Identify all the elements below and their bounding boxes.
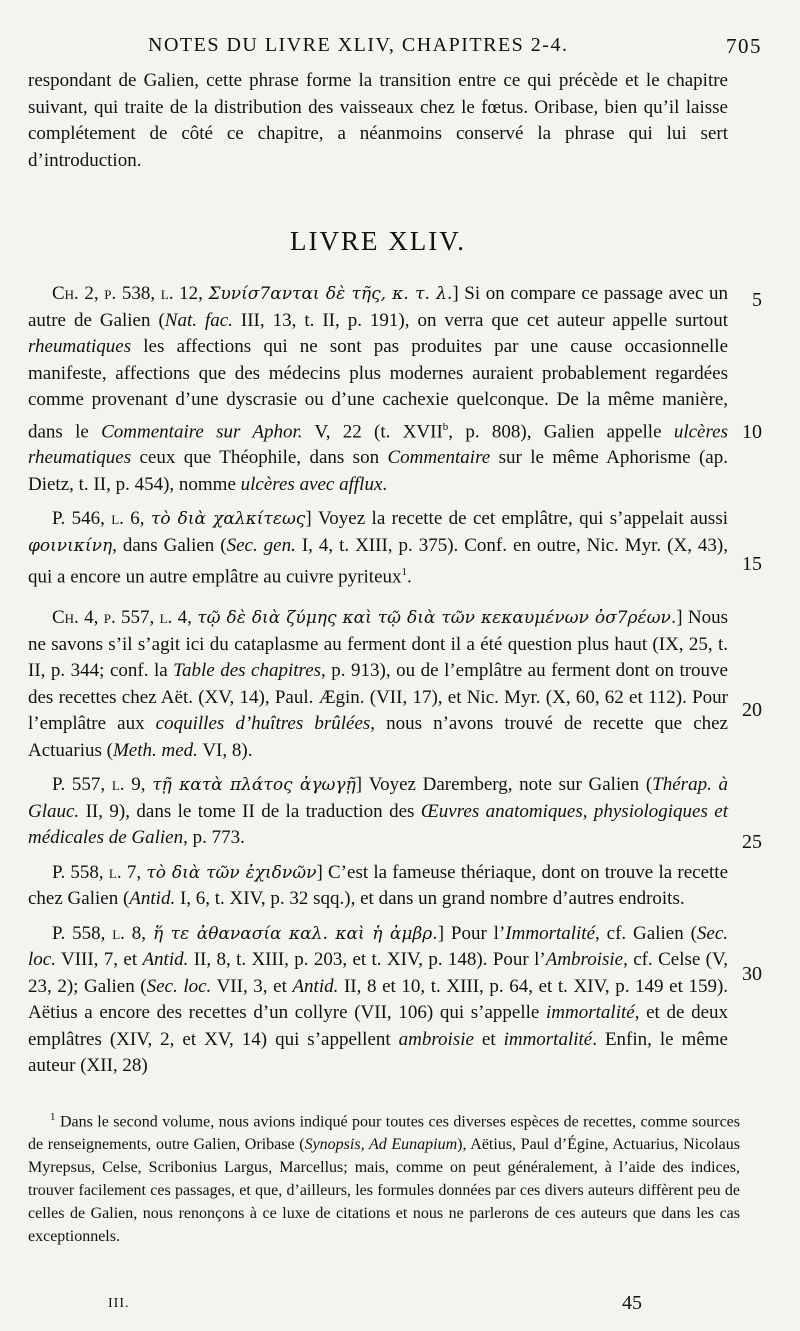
greek-lemma: Συνίσ7ανται δὲ τῆς, κ. τ. λ.: [208, 284, 453, 304]
note-text: .: [382, 473, 388, 495]
note-italic: immortalité: [503, 1028, 593, 1050]
note-text: , dans Galien (: [112, 534, 227, 556]
note-text: ] Voyez la recette de cet emplâtre, qui s’appelait aussi: [305, 508, 728, 530]
note-superscript: b: [442, 420, 449, 433]
note-ref: Ch. 4, p. 557, l. 4,: [52, 607, 192, 629]
note-text: et: [473, 1028, 504, 1050]
note-text: ] Nous ne savons s’il s’agit ici du cataplasme au ferment dont il a été question plus haut (IX, 25, t. II, p. 344; conf. la: [28, 607, 729, 682]
footnote-text: ), Aëtius, Paul d’Égine, Actuarius, Nicolaus Myrepsus, Celse, Scribonius Largus, Marcellus; mais, comme on peut généralement, à l’aide des indices, trouver facilement ces passages, et que, d’ailleurs, les formules données par ces divers auteurs diffèrent peu de celles de Galien, nous renonçons à ce luxe de citations et nous ne parlerons de ces auteurs que dans les cas exceptionnels.: [28, 1135, 740, 1245]
note-ref: P. 558, l. 7,: [52, 861, 142, 883]
note-ref: P. 557, l. 9,: [52, 774, 146, 796]
note-text: III, 13, t. II, p. 191), on verra que cet auteur appelle surtout: [232, 309, 728, 331]
note-text: VIII, 7, et: [55, 949, 143, 971]
greek-lemma: ἥ τε ἀθανασία καλ. καὶ ἡ ἀμβρ.: [152, 923, 438, 944]
line-number-5: 5: [752, 289, 762, 311]
book-title: LIVRE XLIV.: [290, 226, 466, 256]
greek-lemma: τῷ δὲ διὰ ζύμης καὶ τῷ διὰ τῶν κεκαυμένων ὀσ7ρέων.: [197, 608, 677, 629]
note-italic: rheumatiques: [28, 336, 132, 357]
note-text: VII, 3, et: [211, 975, 293, 997]
page-number: 705: [726, 34, 762, 58]
note-ch2-p538: [28, 281, 728, 498]
footnote-text: Dans le second volume, nous avions indiqué pour toutes ces diverses espèces de recettes, comme sources de renseignements, outre Galien, Oribase (: [28, 1112, 740, 1153]
note-text: , p. 773.: [183, 827, 245, 849]
note-italic: Nat. fac.: [164, 309, 233, 331]
note-ref: P. 558, l. 8,: [52, 922, 147, 944]
note-italic: Antid.: [292, 975, 339, 997]
greek-lemma: τὸ διὰ τῶν ἐχιδνῶν: [146, 862, 317, 883]
note-italic: ambroisie: [398, 1028, 474, 1050]
note-text: les affections qui ne sont pas produites par une cause occasionnelle manifeste, affections que des médecins plus modernes auraient probablement regardées comme provenant d’une dyscrasie ou d’une cachexie quelconque. De la même manière, dans le: [28, 336, 728, 442]
note-text: ] Voyez Daremberg, note sur Galien (: [355, 774, 653, 796]
note-italic: Sec. gen.: [226, 534, 296, 556]
note-text: ] Si on compare ce passage avec un autre de Galien (: [28, 283, 729, 331]
line-number-15: 15: [742, 553, 762, 575]
note-italic: Immortalité: [505, 922, 596, 944]
footnote-number: 1: [50, 1110, 56, 1123]
note-italic: Commentaire sur Aphor.: [101, 420, 303, 442]
note-text: VI, 8).: [197, 739, 253, 761]
note-text: , p. 808), Galien appelle: [448, 420, 674, 442]
note-italic: Œuvres anatomiques, physiologiques et médicales de Galien: [28, 800, 728, 849]
note-text: , cf. Celse (V, 23, 2); Galien (: [28, 949, 728, 997]
lead-paragraph: respondant de Galien, cette phrase forme la transition entre ce qui précède et le chapitre suivant, qui traite de la distribution des vaisseaux chez le fœtus. Oribase, bien qu’il laisse complétement de côté ce chapitre, a néanmoins conservé la phrase qui lui sert d’introduction.: [28, 70, 728, 171]
note-text: sur le même Aphorisme (ap. Dietz, t. II, p. 454), nomme: [28, 447, 728, 495]
page-footer: [0, 1292, 800, 1322]
footnote-mark[interactable]: 1: [401, 566, 407, 579]
note-text: . Enfin, le même auteur (XII, 28): [28, 1028, 728, 1077]
note-p557-l9: [28, 772, 728, 852]
greek-lemma: τῇ κατὰ πλάτος ἀγωγῇ: [152, 775, 356, 796]
line-number-20: 20: [742, 699, 762, 721]
running-head: [28, 28, 764, 68]
note-p558-l8: [28, 921, 728, 1080]
note-italic: immortalité: [546, 1002, 635, 1024]
note-text: I, 4, t. XIII, p. 375). Conf. en outre, Nic. Myr. (X, 43), qui a encore un autre emplâtre au cuivre pyriteux: [28, 534, 728, 588]
note-text: I, 6, t. XIV, p. 32 sqq.), et dans un grand nombre d’autres endroits.: [175, 888, 685, 910]
note-italic: Thérap. à Glauc.: [28, 774, 729, 822]
note-ref: Ch. 2, p. 538, l. 12,: [52, 283, 203, 304]
note-p546: [28, 506, 728, 591]
note-text: ] C’est la fameuse thériaque, dont on trouve la recette chez Galien (: [28, 861, 729, 910]
note-text: , et de deux emplâtres (XIV, 2, et XV, 14) qui s’appellent: [28, 1002, 729, 1050]
note-italic: ulcères avec afflux: [240, 473, 383, 495]
note-italic: Antid.: [129, 888, 176, 910]
greek-word: φοινικίνη: [28, 535, 113, 556]
note-text: ] Pour l’: [437, 922, 506, 944]
note-italic: Table des chapitres: [173, 660, 322, 682]
note-text: , cf. Galien (: [595, 922, 697, 944]
note-text: II, 9), dans le tome II de la traduction des: [79, 800, 421, 822]
notes: [28, 281, 762, 1080]
note-italic: Meth. med.: [112, 739, 198, 761]
note-text: .: [407, 566, 412, 588]
note-text: , p. 913), ou de l’emplâtre au ferment dont on trouve des recettes chez Aët. (XV, 14), Paul. Ægin. (VII, 17), et Nic. Myr. (X, 60, 62 et 112). Pour l’emplâtre aux: [28, 660, 728, 735]
line-number-30: 30: [742, 963, 762, 985]
note-italic: Ambroisie: [545, 949, 624, 971]
signature-mark: III.: [108, 1296, 130, 1311]
note-ch4-p557: [28, 605, 728, 764]
running-title: NOTES DU LIVRE XLIV, CHAPITRES 2-4.: [148, 34, 569, 56]
note-p558-l7: [28, 860, 728, 913]
note-text: II, 8, t. XIII, p. 203, et t. XIV, p. 148). Pour l’: [188, 949, 546, 971]
note-italic: Sec. loc.: [146, 975, 212, 997]
gathering-number: 45: [622, 1292, 642, 1314]
note-italic: Antid.: [142, 949, 189, 971]
greek-lemma: τὸ διὰ χαλκίτεως: [150, 509, 306, 530]
note-italic: ulcères rheumatiques: [28, 420, 728, 469]
footnotes: [28, 1106, 740, 1248]
note-italic: Commentaire: [387, 447, 491, 469]
note-text: V, 22 (t. XVII: [302, 420, 443, 442]
note-italic: coquilles d’huîtres brûlées: [155, 713, 371, 735]
note-ref: P. 546, l. 6,: [52, 508, 145, 530]
line-number-10: 10: [742, 421, 762, 443]
note-text: ceux que Théophile, dans son: [131, 447, 388, 469]
note-italic: Sec. loc.: [28, 922, 729, 971]
note-text: , nous n’avons trouvé de recette que chez Actuarius (: [28, 713, 728, 761]
line-number-25: 25: [742, 831, 762, 853]
note-text: II, 8 et 10, t. XIII, p. 64, et t. XIV, p. 149 et 159). Aëtius a encore des recettes d’un collyre (VII, 106) qui s’appelle: [28, 975, 729, 1024]
footnote-italic: Synopsis, Ad Eunapium: [304, 1135, 458, 1153]
